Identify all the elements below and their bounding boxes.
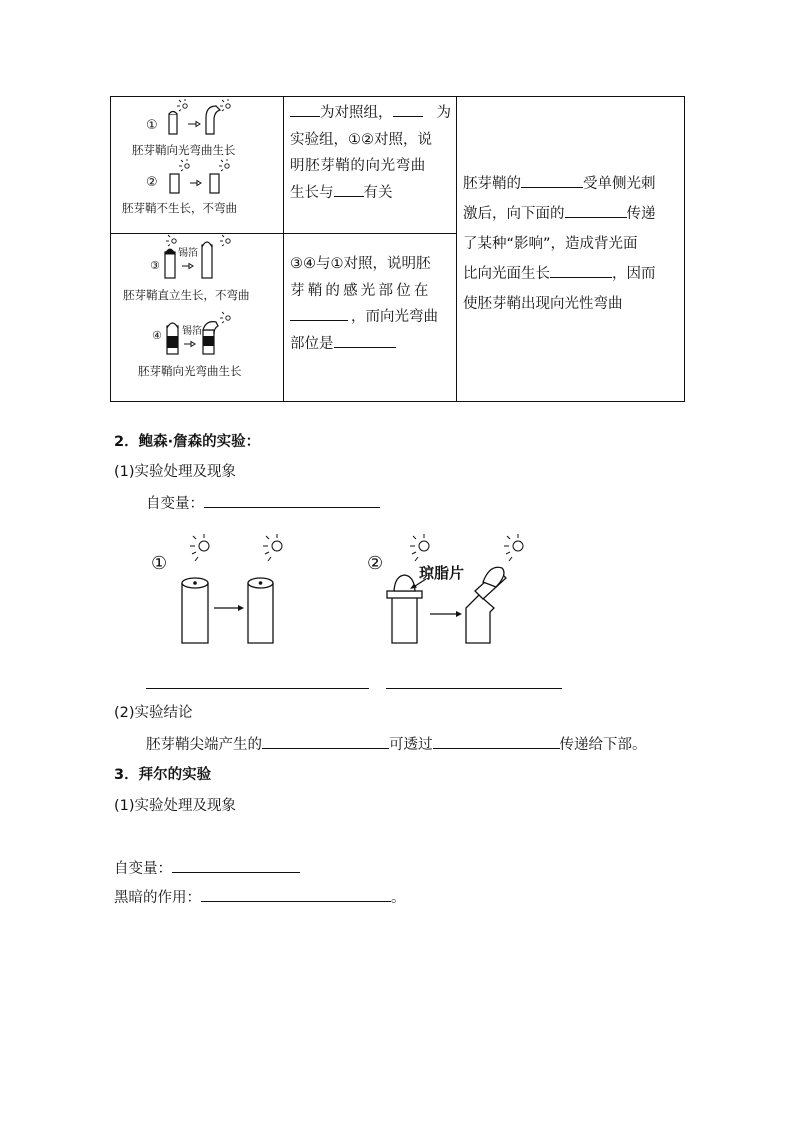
answer-blank[interactable]: [146, 688, 369, 689]
cell-text: 传递: [626, 206, 656, 222]
sun-icon: [504, 534, 523, 561]
answer-blank[interactable]: [262, 732, 389, 749]
cell-conclusion-3-4: [290, 251, 450, 357]
answer-blank[interactable]: [393, 100, 423, 117]
cell-text: 激后，向下面的: [463, 206, 565, 222]
cell-line: ③④与①对照，说明胚: [290, 256, 431, 272]
period: 。: [391, 890, 406, 906]
answer-blank[interactable]: [433, 732, 560, 749]
cell-conclusion-1-2: [290, 100, 450, 206]
section-2-variable-row: [146, 491, 380, 516]
answer-blank[interactable]: [334, 180, 364, 197]
cell-figures-1-2: [110, 96, 283, 233]
coleoptile-fig-1: [169, 99, 230, 134]
jensen-fig1-number: ①: [151, 553, 168, 574]
cell-line: [290, 304, 450, 331]
agar-slice-label: 琼脂片: [419, 564, 465, 582]
section-3-sub1: (1)实验处理及现象: [114, 798, 237, 814]
cell-text: 部位是: [290, 335, 334, 352]
cell-line: 使胚芽鞘出现向光性弯曲: [463, 296, 623, 312]
sun-icon: [263, 534, 282, 561]
fig4-caption: 胚芽鞘向光弯曲生长: [138, 364, 242, 378]
cell-text: 比向光面生长: [463, 266, 550, 282]
section-2-heading: 2．鲍森·詹森的实验：: [114, 434, 261, 450]
coleoptile-fig-2: [170, 159, 229, 193]
section-3-heading: 3．拜尔的实验: [114, 767, 212, 783]
section-3-variable-row: [114, 856, 300, 881]
sun-icon: [410, 534, 429, 561]
fig3-caption: 胚芽鞘直立生长，不弯曲: [123, 288, 250, 302]
variable-label: 自变量：: [114, 861, 172, 877]
cell-text: ，而向光弯曲: [351, 309, 438, 325]
cell-summary: [463, 169, 679, 319]
answer-blank[interactable]: [521, 171, 583, 188]
section-3-dark-row: [114, 885, 406, 910]
cell-line: 实验组，①②对照，说: [290, 131, 432, 148]
answer-blank[interactable]: [290, 304, 348, 321]
answer-blank[interactable]: [565, 201, 627, 218]
cell-line: [463, 169, 679, 199]
cell-text: 有关: [363, 184, 393, 201]
fig3-number: ③: [150, 259, 160, 272]
cell-text: 胚芽鞘的: [463, 176, 521, 192]
cell-line: 芽鞘的感光部位在: [290, 282, 432, 299]
conclusion-text: 传递给下部。: [559, 737, 647, 753]
cell-line: [290, 331, 450, 358]
fig4-number: ④: [152, 329, 162, 342]
experiment-table: [110, 96, 684, 401]
tinfoil-label: 锡箔: [182, 326, 202, 337]
jensen-fig2-number: ②: [367, 553, 384, 574]
cell-line: [463, 199, 679, 229]
answer-blank[interactable]: [172, 856, 300, 873]
answer-blank[interactable]: [550, 261, 612, 278]
conclusion-text: 胚芽鞘尖端产生的: [146, 737, 262, 753]
cell-line: 明胚芽鞘的向光弯曲: [290, 158, 426, 174]
cell-text: 受单侧光刺: [583, 176, 656, 192]
fig1-number: ①: [146, 118, 158, 133]
fig1-caption: 胚芽鞘向光弯曲生长: [132, 143, 236, 157]
section-2-conclusion: [146, 732, 647, 757]
fig2-number: ②: [146, 175, 158, 190]
variable-label: 自变量：: [146, 496, 204, 512]
cell-figures-3-4: [110, 234, 283, 401]
cell-line: [290, 100, 450, 127]
cell-line: [463, 259, 679, 289]
cell-text: ，因而: [612, 266, 656, 282]
answer-blank[interactable]: [290, 100, 320, 117]
boysen-jensen-diagram: [140, 530, 580, 660]
section-2-sub2: (2)实验结论: [114, 705, 193, 721]
sun-icon: [220, 99, 230, 111]
sun-icon: [177, 99, 187, 111]
answer-blank[interactable]: [204, 491, 380, 508]
answer-blank[interactable]: [334, 331, 396, 348]
cell-line: [290, 180, 450, 207]
tinfoil-label: 锡箔: [178, 248, 198, 259]
sun-icon: [190, 534, 209, 561]
jensen-fig-1: [182, 534, 282, 643]
conclusion-text: 可透过: [389, 737, 433, 753]
dark-effect-label: 黑暗的作用：: [114, 890, 201, 906]
fig2-caption: 胚芽鞘不生长，不弯曲: [122, 201, 237, 215]
cell-text: 为对照组，: [320, 105, 393, 121]
cell-line: 了某种“影响”，造成背光面: [463, 236, 638, 252]
cell-text: 为: [436, 105, 451, 121]
section-2-sub1: (1)实验处理及现象: [114, 464, 237, 480]
cell-text: 生长与: [290, 184, 334, 201]
answer-blank[interactable]: [386, 688, 562, 689]
answer-blank[interactable]: [201, 885, 391, 902]
